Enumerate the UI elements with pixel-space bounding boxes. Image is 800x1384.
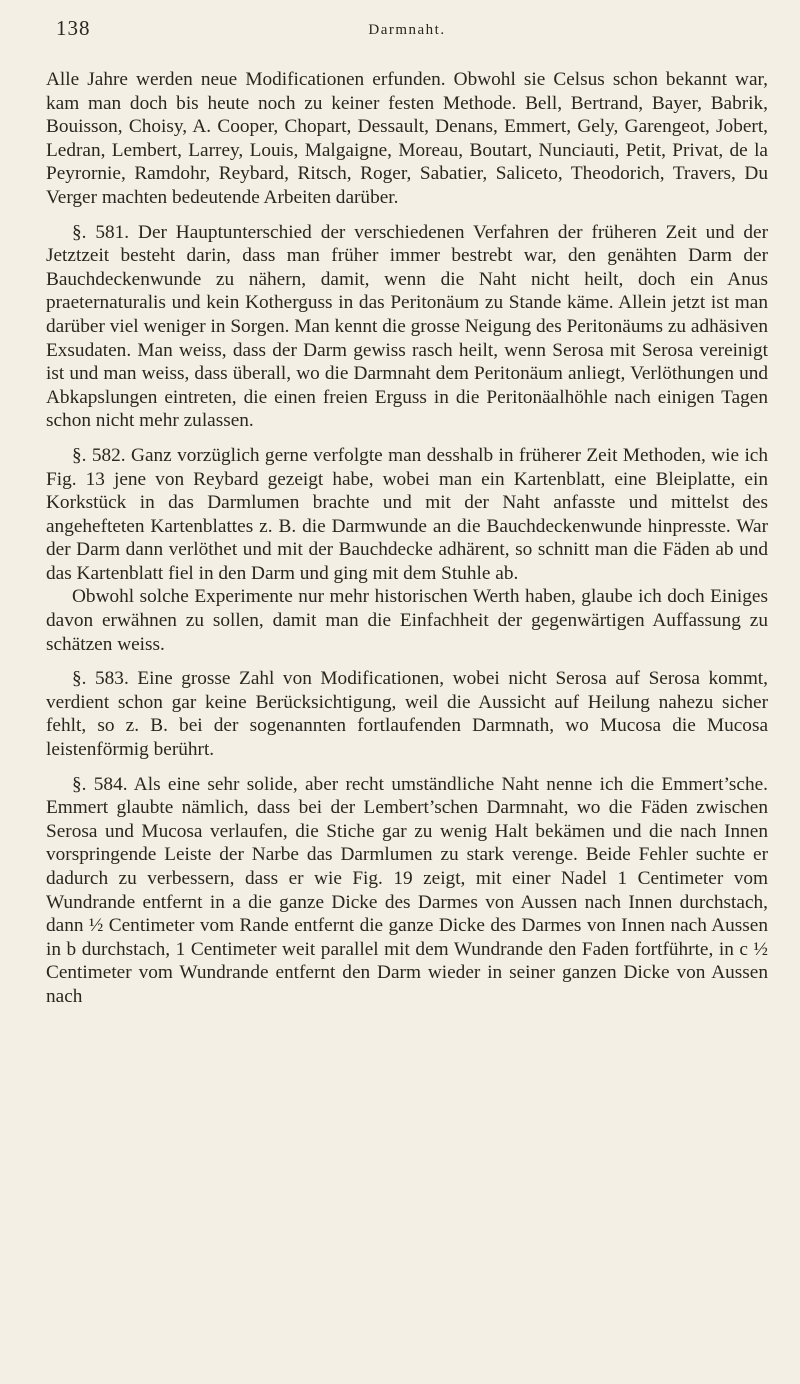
paragraph-text: Ganz vorzüglich gerne verfolgte man desshalb in früherer Zeit Methoden, wie ich Fig. 13 jene von Reybard gezeigt habe, wobei man ein Kartenblatt, eine Bleiplatte, ein Korkstück in das Darmlumen brachte und mit der Naht anfasste und mittelst des angehefteten Kartenblattes z. B. die Darmwunde an die Bauchdeckenwunde hinpresste. War der Darm dann verlöthet und mit der Bauchdecke adhärent, so schnitt man die Fäden ab und das Kartenblatt fiel in den Darm und ging mit dem Stuhle ab.	[46, 444, 768, 584]
paragraph-text: Obwohl solche Experimente nur mehr historischen Werth haben, glaube ich doch Einiges davon erwähnen zu sollen, damit man die Einfachheit der gegenwärtigen Auffassung zu schätzen weiss.	[46, 586, 768, 655]
paragraph-intro	[46, 68, 768, 210]
section-number: §. 581.	[72, 221, 130, 243]
paragraph-text: Der Hauptunterschied der verschiedenen Verfahren der früheren Zeit und der Jetztzeit besteht darin, dass man früher immer bestrebt war, den genähten Darm der Bauchdeckenwunde zu nähern, damit, wenn die Naht nicht heilt, doch ein Anus praeternaturalis und kein Kotherguss in das Peritonäum zu Stande käme. Allein jetzt ist man darüber viel weniger in Sorgen. Man kennt die grosse Neigung des Peritonäums zu adhäsiven Exsudaten. Man weiss, dass der Darm gewiss rasch heilt, wenn Serosa mit Serosa vereinigt ist und man weiss, dass überall, wo die Darmnaht dem Peritonäum anliegt, Verlöthungen und Abkapslungen eintreten, die einen freien Erguss in die Peritonäalhöhle nach einigen Tagen schon nicht mehr zulassen.	[46, 221, 769, 432]
paragraph-text: Alle Jahre werden neue Modificationen erfunden. Obwohl sie Celsus schon bekannt war, kam man doch bis heute noch zu keiner festen Methode. Bell, Bertrand, Bayer, Babrik, Bouisson, Choisy, A. Cooper, Chopart, Dessault, Denans, Emmert, Gely, Garengeot, Jobert, Ledran, Lembert, Larrey, Louis, Malgaigne, Moreau, Boutart, Nunciauti, Petit, Privat, de la Peyrornie, Ramdohr, Reybard, Ritsch, Roger, Sabatier, Saliceto, Theodorich, Travers, Du Verger machten bedeutende Arbeiten darüber.	[46, 69, 768, 208]
body-text	[46, 68, 768, 1009]
section-number: §. 583.	[72, 668, 129, 690]
paragraph-section-581	[46, 221, 768, 433]
section-number: §. 584.	[72, 773, 128, 795]
paragraph-section-582	[46, 444, 768, 586]
paragraph-text: Als eine sehr solide, aber recht umständliche Naht nenne ich die Emmert’sche. Emmert glaubte nämlich, dass bei der Lembert’schen Darmnaht, wo die Fäden zwischen Serosa und Mucosa verlaufen, die Stiche gar zu wenig Halt bekämen und die nach Innen vorspringende Leiste der Narbe das Darmlumen zu stark verenge. Beide Fehler suchte er dadurch zu verbessern, dass er wie Fig. 19 zeigt, mit einer Nadel 1 Centimeter vom Wundrande entfernt in a die ganze Dicke des Darmes von Aussen nach Innen durchstach, dann ½ Centimeter vom Rande entfernt die ganze Dicke des Darmes von Innen nach Aussen in b durchstach, 1 Centimeter weit parallel mit dem Wundrande den Faden fortführte, in c ½ Centimeter vom Wundrande entfernt den Darm wieder in seiner ganzen Dicke von Aussen nach	[46, 773, 768, 1007]
page-number: 138	[56, 16, 91, 40]
running-title: Darmnaht.	[368, 22, 446, 38]
section-number: §. 582.	[72, 444, 126, 466]
paragraph-text: Eine grosse Zahl von Modificationen, wobei nicht Serosa auf Serosa kommt, verdient schon gar keine Berücksichtigung, weil die Aussicht auf Heilung nahezu sicher fehlt, so z. B. bei der sogenannten fortlaufenden Darmnath, wo Mucosa die Mucosa leistenförmig berührt.	[46, 668, 768, 761]
page-header	[46, 14, 768, 50]
paragraph-continuation	[46, 585, 768, 656]
paragraph-section-583	[46, 667, 768, 761]
book-page	[46, 14, 768, 1009]
paragraph-section-584	[46, 773, 768, 1009]
